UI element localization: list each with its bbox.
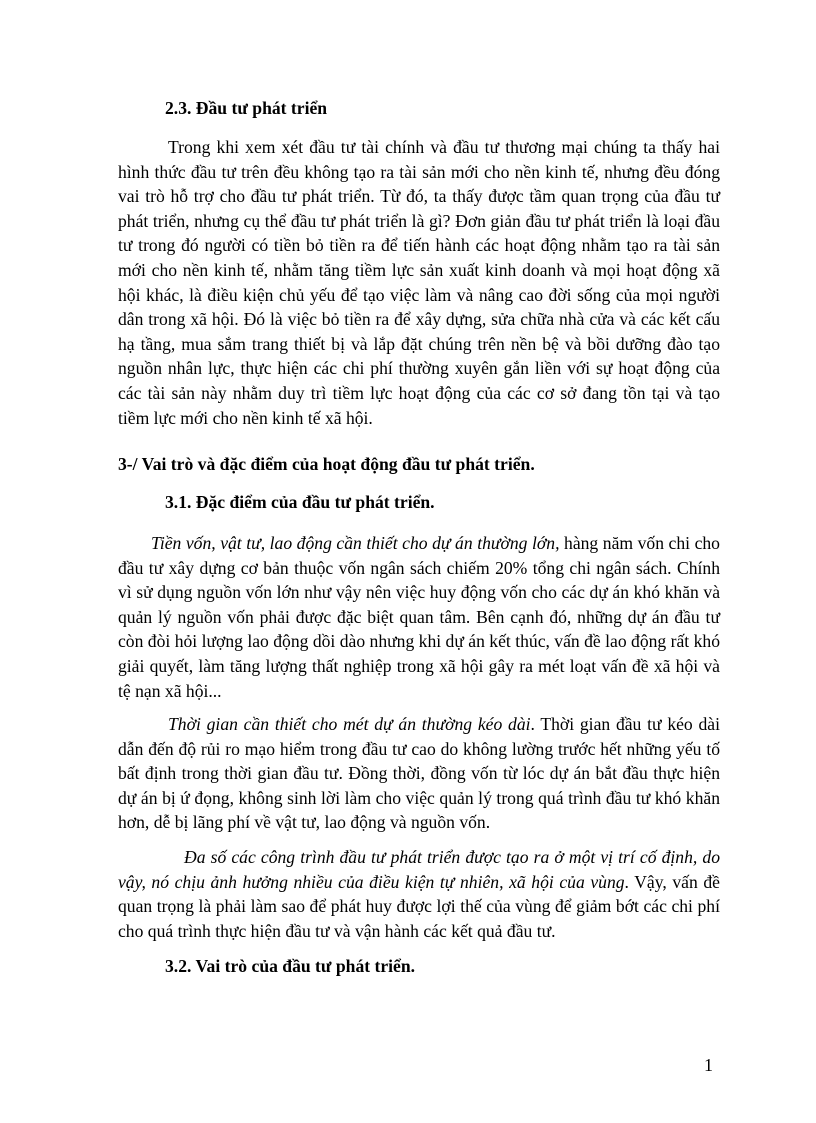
paragraph-2-3: Trong khi xem xét đầu tư tài chính và đầu tư thương mại chúng ta thấy hai hình thức đầu tư trên đều không tạo ra tài sản mới cho nền kinh tế, nhưng đều đóng vai trò hỗ trợ cho đầu tư phát triển. Từ đó, ta thấy được tầm quan trọng của đầu tư phát triển, nhưng cụ thể đầu tư phát triển là gì? Đơn giản đầu tư phát triển là loại đầu tư trong đó người có tiền bỏ tiền ra để tiến hành các hoạt động nhằm tạo ra tài sản mới cho nền kinh tế, nhằm tăng tiềm lực sản xuất kinh doanh và mọi hoạt động xã hội khác, là điều kiện chủ yếu để tạo việc làm và nâng cao đời sống của mọi người dân trong xã hội. Đó là việc bỏ tiền ra để xây dựng, sửa chữa nhà cửa và các kết cấu hạ tầng, mua sắm trang thiết bị và lắp đặt chúng trên nền bệ và bồi dưỡng đào tạo nguồn nhân lực, thực hiện các chi phí thường xuyên gắn liền với sự hoạt động của các tài sản này nhằm duy trì tiềm lực hoạt động của các cơ sở đang tồn tại và tạo tiềm lực mới cho nền kinh tế xã hội.: [118, 137, 720, 428]
page-number: 1: [704, 1055, 713, 1075]
paragraph-cost-body: hàng năm vốn chi cho đầu tư xây dựng cơ bản thuộc vốn ngân sách chiếm 20% tổng chi ngân sách. Chính vì sử dụng nguồn vốn lớn như vậy nên việc huy động vốn cho các dự án khó khăn và quản lý nguồn vốn phải được đặc biệt quan tâm. Bên cạnh đó, những dự án đầu tư còn đòi hỏi lượng lao động dồi dào nhưng khi dự án kết thúc, vấn đề lao động rất khó giải quyết, làm tăng lượng thất nghiệp trong xã hội gây ra mét loạt vấn đề xã hội và tệ nạn xã hội...: [118, 533, 720, 701]
paragraph-duration-lead: Thời gian cần thiết cho mét dự án thường kéo dài: [168, 714, 531, 734]
paragraph-duration-body: . Thời gian đầu tư kéo dài dẫn đến độ rủi ro mạo hiểm trong đầu tư cao do không lường trước hết những yếu tố bất định trong thời gian đầu tư. Đồng thời, đồng vốn từ lóc dự án bắt đầu thực hiện dự án bị ứ đọng, không sinh lời làm cho việc quản lý trong quá trình đầu tư khó khăn hơn, dễ bị lãng phí về vật tư, lao động và nguồn vốn.: [118, 714, 720, 833]
section-heading-2-3: 2.3. Đầu tư phát triển: [165, 98, 328, 118]
section-heading-3-1: 3.1. Đặc điểm của đầu tư phát triển.: [165, 492, 435, 512]
paragraph-location-body: . Vậy, vấn đề quan trọng là phải làm sao để phát huy được lợi thế của vùng để giảm bớt các chi phí cho quá trình thực hiện đầu tư và vận hành các kết quả đầu tư.: [118, 871, 720, 941]
paragraph-location: [118, 845, 720, 943]
paragraph-duration: [118, 712, 720, 835]
paragraph-location-lead: Đa số các công trình đầu tư phát triển được tạo ra ở một vị trí cố định, do vậy, nó chịu ảnh hưởng nhiều của điều kiện tự nhiên, xã hội của vùng: [118, 847, 720, 892]
paragraph-cost-lead: Tiền vốn, vật tư, lao động cần thiết cho dự án thường lớn,: [151, 533, 560, 553]
paragraph-cost: [118, 531, 720, 703]
section-heading-3-2: 3.2. Vai trò của đầu tư phát triển.: [165, 956, 416, 976]
section-heading-3: 3-/ Vai trò và đặc điểm của hoạt động đầu tư phát triển.: [118, 454, 535, 474]
